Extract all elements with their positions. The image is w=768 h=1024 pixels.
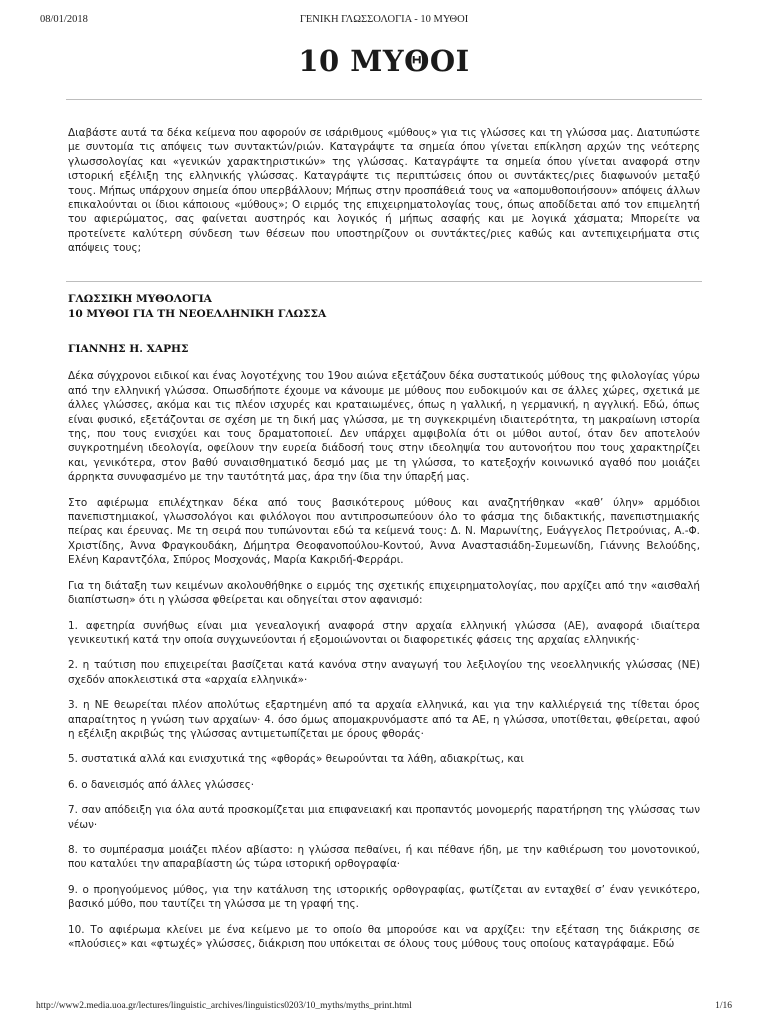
print-date: 08/01/2018 [40,14,88,25]
body-paragraph: Στο αφιέρωμα επιλέχτηκαν δέκα από τους βασικότερους μύθους και αναζητήθηκαν «καθ’ ύλην» αρμόδιοι πανεπιστημιακοί, γλωσσολόγοι και φιλόλογοι που αντιπροσωπεύουν όλο το φάσμα της διδακτικής, πανεπιστημιακής πείρας και έρευνας. Με τη σειρά που τυπώνονται εδώ τα κείμενά τους: Δ. Ν. Μαρωνίτης, Ευάγγελος Πετρούνιας, Α.-Φ. Χριστίδης, Άννα Φραγκουδάκη, Δήμητρα Θεοφανοπούλου-Κοντού, Άννα Αναστασιάδη-Συμεωνίδη, Γιάννης Βελούδης, Ελένη Καραντζόλα, Σπύρος Μοσχονάς, Μαρία Κακριδή-Φερράρι. [68,496,700,567]
page-title: 10 ΜΥΘΟΙ [298,44,470,78]
print-header-title: ΓΕΝΙΚΗ ΓΛΩΣΣΟΛΟΓΙΑ - 10 ΜΥΘΟΙ [299,14,469,25]
body-paragraph: Για τη διάταξη των κειμένων ακολουθήθηκε ο ειρμός της σχετικής επιχειρηματολογίας, που αρχίζει από την «αισθαλή διαπίστωση» ότι η γλώσσα φθείρεται και οδηγείται στον αφανισμό: [68,579,700,607]
print-footer [36,1001,732,1013]
source-url: http://www2.media.uoa.gr/lectures/linguistic_archives/linguistics0203/10_myths/myths_print.html [36,1001,412,1011]
intro-paragraph: Διαβάστε αυτά τα δέκα κείμενα που αφορούν σε ισάριθμους «μύθους» για τις γλώσσες και τη γλώσσα μας. Διατυπώστε με συντομία τις απόψεις των συντακτών/ριών. Καταγράψτε τα σημεία όπου γίνεται επίκληση αρχών της νεότερης γλωσσολογίας και «γενικών χαρακτηριστικών» της γλώσσας. Καταγράψτε τα σημεία όπου γίνεται αναφορά στην ιστορική εξέλιξη της ελληνικής γλώσσας. Καταγράψτε τις περιπτώσεις όπου οι συντάκτες/ριες διαφωνούν μεταξύ τους. Μήπως υπάρχουν σημεία όπου υπερβάλλουν; Μήπως στην προσπάθειά τους να «απομυθοποιήσουν» απόψεις άλλων επικαλούνται οι ίδιοι κάποιους «μύθους»; Ο ειρμός της επιχειρηματολογίας τους, όπως αποδίδεται από τον επιμελητή του αφιερώματος, σας φαίνεται αυστηρός και λογικός ή μήπως ασαφής και με λογικά χάσματα; Μπορείτε να προτείνετε καλύτερη σύνδεση των θέσεων που υποστηρίζουν οι συντάκτες/ριες καθώς και αντεπιχειρήματα στις απόψεις τους; [68,127,700,255]
list-item: 6. ο δανεισμός από άλλες γλώσσες· [68,778,255,791]
page-number: 1/16 [715,1001,732,1011]
section-heading-line: 10 ΜΥΘΟΙ ΓΙΑ ΤΗ ΝΕΟΕΛΛΗΝΙΚΗ ΓΛΩΣΣΑ [68,308,327,320]
list-item: 9. ο προηγούμενος μύθος, για την κατάλυση της ιστορικής ορθογραφίας, φωτίζεται αν ενταχθεί σ’ έναν γενικότερο, βασικό μύθο, που ταυτίζει τη γλώσσα με τη γραφή της. [68,883,700,911]
author-name: ΓΙΑΝΝΗΣ Η. ΧΑΡΗΣ [68,343,189,355]
list-item: 7. σαν απόδειξη για όλα αυτά προσκομίζεται μια επιφανειακή και προπαντός μονομερής παρατήρηση της γλώσσας των νέων· [68,804,700,831]
divider [66,281,702,282]
list-item: 3. η ΝΕ θεωρείται πλέον απολύτως εξαρτημένη από τα αρχαία ελληνικά, και για την καλλιέργειά της τίθεται όρος απαραίτητος η γνώση των αρχαίων· 4. όσο όμως απομακρυνόμαστε από τα ΑΕ, η γλώσσα, υποτίθεται, φθείρεται, αφού η εξέλιξη ακριβώς της γλώσσας αντιμετωπίζεται με όρους φθοράς· [68,699,700,740]
list-item: 10. Το αφιέρωμα κλείνει με ένα κείμενο με το οποίο θα μπορούσε και να αρχίζει: την εξέταση της διάκρισης σε «πλούσιες» και «φτωχές» γλώσσες, διάκριση που υπόκειται σε όλους τους μύθους τους οποίους καταγράφαμε. Εδώ [68,923,700,950]
divider [66,99,702,100]
list-item: 1. αφετηρία συνήθως είναι μια γενεαλογική αναφορά στην αρχαία ελληνική γλώσσα (ΑΕ), αναφορά ιδιαίτερα γενικευτική κατά την οποία συγχωνεύονται ή εξομοιώνονται οι διαφορετικές φάσεις της αρχαίας ελληνικής· [68,619,700,646]
body-paragraph: Δέκα σύγχρονοι ειδικοί και ένας λογοτέχνης του 19ου αιώνα εξετάζουν δέκα συστατικούς μύθους της φιλολογίας γύρω από την ελληνική γλώσσα. Οπωσδήποτε έχουμε να κάνουμε με μύθους που ευδοκιμούν και σε άλλες χώρες, σχετικά με άλλες γλώσσες, ακόμα και τις πλέον ισχυρές και κραταιωμένες, όπως η γαλλική, η γερμανική, η αγγλική. Εδώ, όπως είναι φυσικό, εξετάζονται σε σχέση με τη δική μας γλώσσα, με τη συγκεκριμένη ιδιαιτερότητα, τη μακραίωνη ιστορία της, που τους ενισχύει και τους δραματοποιεί. Δεν υπάρχει αμφιβολία ότι οι μύθοι αυτοί, όταν δεν αποτελούν συγκροτημένη ιδεολογία, οφείλουν την ευρεία διάδοσή τους στην ιδεοληψία του αυτονοήτου που τους χαρακτηρίζει και, γενικότερα, στον βαθύ συναισθηματικό δεσμό μας με τη γλώσσα, το κατεξοχήν κοινωνικό αγαθό που μοιάζει άρρηκτα συνυφασμένο με την ταυτότητά μας, άρα την ίδια την ύπαρξή μας. [68,370,700,484]
list-item: 2. η ταύτιση που επιχειρείται βασίζεται κατά κανόνα στην αναγωγή του λεξιλογίου της νεοελληνικής γλώσσας (ΝΕ) σχεδόν αποκλειστικά στα «αρχαία ελληνικά»· [68,659,700,686]
section-heading [68,292,700,322]
section-heading-line: ΓΛΩΣΣΙΚΗ ΜΥΘΟΛΟΓΙΑ [68,293,212,305]
print-header [40,14,728,28]
article-body [68,292,700,962]
intro-block [68,126,700,267]
list-item: 8. το συμπέρασμα μοιάζει πλέον αβίαστο: η γλώσσα πεθαίνει, ή και πέθανε ήδη, με την καθιέρωση του μονοτονικού, που καταλύει την απαραβίαστη ώς τώρα ιστορική ορθογραφία· [68,843,700,871]
list-item: 5. συστατικά αλλά και ενισχυτικά της «φθοράς» θεωρούνται τα λάθη, αδιακρίτως, και [68,753,524,766]
